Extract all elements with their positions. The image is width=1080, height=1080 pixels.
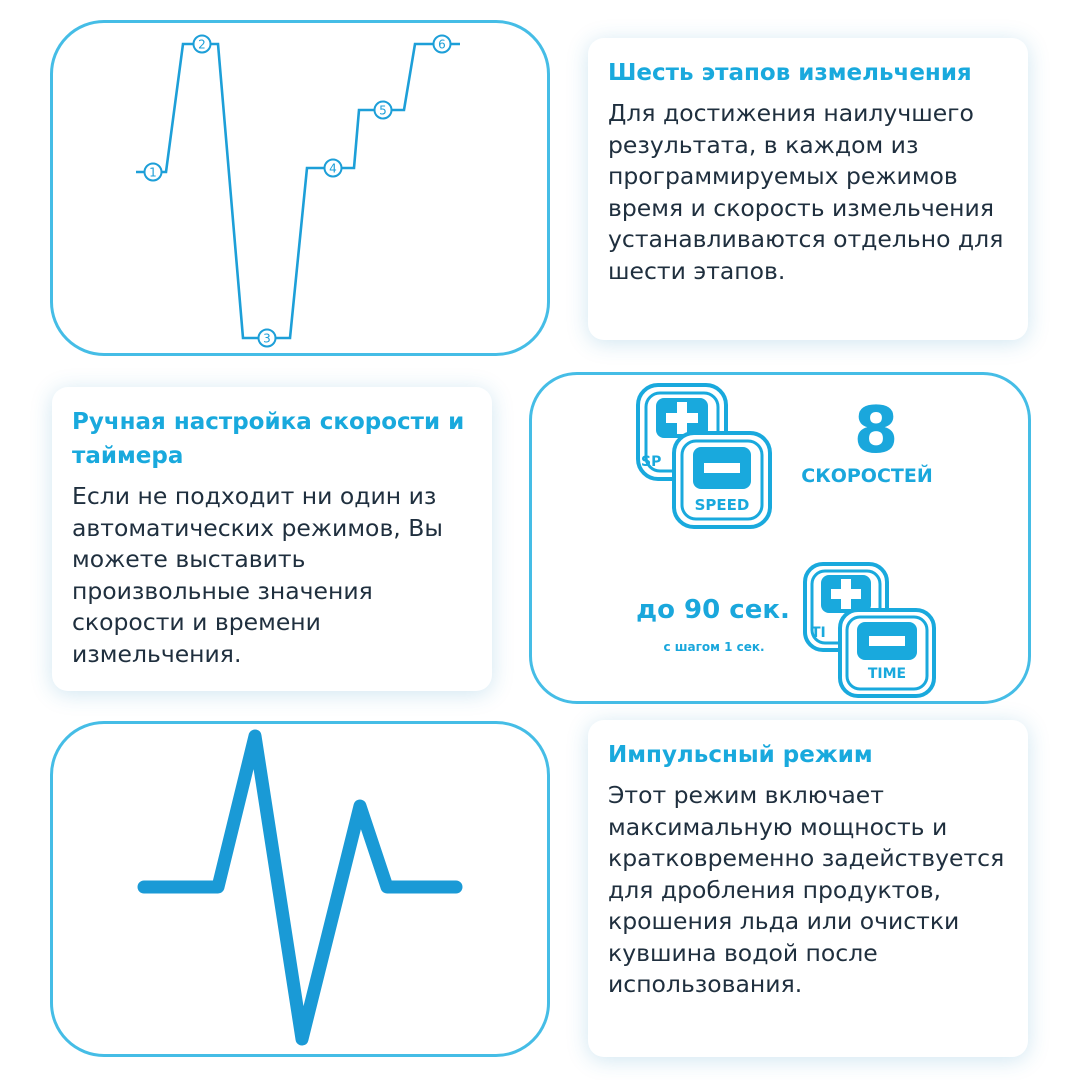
speed-caption: СКОРОСТЕЙ [801, 465, 933, 487]
time-minus-button-icon [840, 610, 934, 696]
time-step: с шагом 1 сек. [663, 640, 765, 654]
manual-description: Если не подходит ни один из автоматических режимов, Вы можете выставить произвольные значения скорости и времени измельчения. [72, 482, 443, 668]
stage-marker-1 [145, 164, 162, 181]
svg-text:SPEED: SPEED [694, 496, 750, 514]
pulse-wave-icon [50, 721, 550, 1057]
pulse-title: Импульсный режим [608, 742, 873, 768]
manual-title: Ручная настройка скорости и таймера [72, 409, 465, 469]
stage-marker-4 [325, 160, 342, 177]
pulse-card [588, 720, 1028, 1057]
svg-text:1: 1 [149, 165, 157, 180]
svg-text:SP: SP [641, 454, 662, 470]
svg-text:2: 2 [198, 37, 206, 52]
svg-text:4: 4 [329, 161, 337, 176]
manual-card [52, 387, 492, 691]
svg-text:TI: TI [811, 625, 826, 641]
stages-card [588, 38, 1028, 340]
stage-marker-6 [434, 36, 451, 53]
stages-description: Для достижения наилучшего результата, в каждом из программируемых режимов время и скорость измельчения устанавливаются отдельно для шести этапов. [608, 99, 1004, 285]
stage-marker-2 [194, 36, 211, 53]
stages-graph [50, 20, 550, 356]
controls-panel [529, 372, 1031, 704]
stage-marker-3 [259, 330, 276, 347]
svg-text:5: 5 [379, 103, 387, 118]
stages-graph-panel [50, 20, 550, 356]
speed-minus-button-icon [674, 433, 770, 527]
svg-text:3: 3 [263, 331, 271, 346]
stage-marker-5 [375, 102, 392, 119]
speed-count: 8 [853, 394, 899, 468]
pulse-graph-panel [50, 721, 550, 1057]
stages-line [136, 44, 460, 338]
svg-text:TIME: TIME [867, 666, 907, 682]
time-max: до 90 сек. [636, 595, 790, 625]
svg-text:6: 6 [438, 37, 446, 52]
stages-title: Шесть этапов измельчения [608, 60, 972, 86]
pulse-description: Этот режим включает максимальную мощность и кратковременно задействуется для дробления продуктов, крошения льда или очистки кувшина водой после использования. [608, 781, 1005, 998]
